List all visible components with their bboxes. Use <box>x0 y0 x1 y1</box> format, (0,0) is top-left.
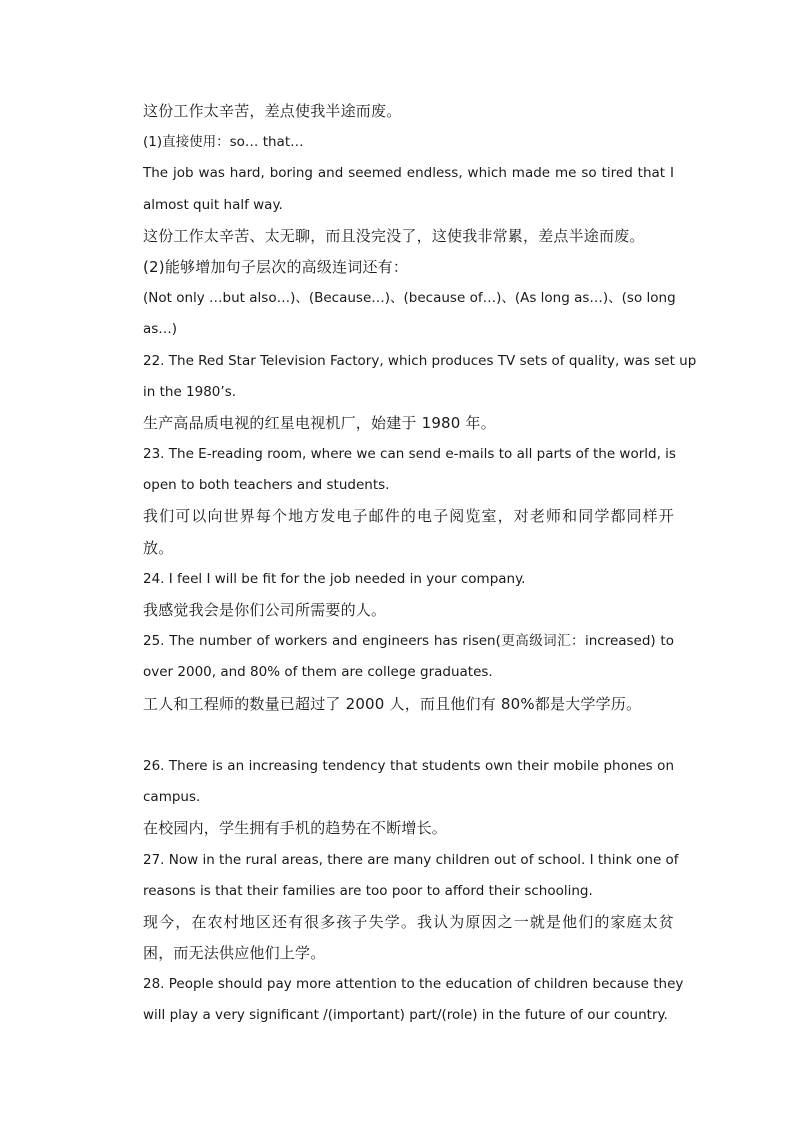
english-text-line: over 2000, and 80% of them are college graduates. <box>143 664 493 681</box>
chinese-text-line: 放。 <box>143 538 174 557</box>
english-text-line: almost quit half way. <box>143 196 283 213</box>
english-text-line: 23. The E-reading room, where we can send e-mails to all parts of the world, is <box>143 446 676 463</box>
chinese-text-line: 困，而无法供应他们上学。 <box>143 944 326 963</box>
english-text-line: open to both teachers and students. <box>143 477 390 494</box>
english-text-line: (Not only …but also…)、(Because…)、(because of…)、(As long as…)、(so long <box>143 290 676 307</box>
chinese-text-line: 这份工作太辛苦，差点使我半途而废。 <box>143 102 402 120</box>
english-text-line: The job was hard, boring and seemed endless, which made me so tired that I <box>143 165 674 182</box>
english-text-line: 25. The number of workers and engineers has risen(更高级词汇：increased) to <box>143 633 674 650</box>
english-text-line: will play a very significant /(important) part/(role) in the future of our country. <box>143 1007 668 1024</box>
english-text-line: as…) <box>143 321 178 338</box>
english-text-line: (1)直接使用：so… that… <box>143 134 304 151</box>
english-text-line: campus. <box>143 789 201 806</box>
english-text-line: 27. Now in the rural areas, there are many children out of school. I think one of <box>143 851 679 868</box>
english-text-line: reasons is that their families are too poor to afford their schooling. <box>143 882 593 899</box>
english-text-line: 26. There is an increasing tendency that students own their mobile phones on <box>143 757 674 774</box>
blank-line <box>143 720 674 751</box>
chinese-text-line: 在校园内，学生拥有手机的趋势在不断增长。 <box>143 819 448 838</box>
english-text-line: 28. People should pay more attention to the education of children because they <box>143 976 684 993</box>
document-page <box>143 96 697 1032</box>
english-text-line: 24. I feel I will be fit for the job needed in your company. <box>143 570 526 587</box>
chinese-text-line: 我们可以向世界每个地方发电子邮件的电子阅览室，对老师和同学都同样开 <box>143 507 674 526</box>
chinese-text-line: 我感觉我会是你们公司所需要的人。 <box>143 601 387 619</box>
english-text-line: 22. The Red Star Television Factory, which produces TV sets of quality, was set up <box>143 352 697 369</box>
english-text-line: in the 1980’s. <box>143 383 237 400</box>
chinese-text-line: 工人和工程师的数量已超过了 2000 人，而且他们有 80%都是大学学历。 <box>143 694 642 713</box>
chinese-text-line: 现今，在农村地区还有很多孩子失学。我认为原因之一就是他们的家庭太贫 <box>143 912 674 931</box>
chinese-text-line: (2)能够增加句子层次的高级连词还有： <box>143 257 409 276</box>
chinese-text-line: 生产高品质电视的红星电视机厂，始建于 1980 年。 <box>143 413 496 432</box>
chinese-text-line: 这份工作太辛苦、太无聊，而且没完没了，这使我非常累，差点半途而废。 <box>143 226 645 245</box>
